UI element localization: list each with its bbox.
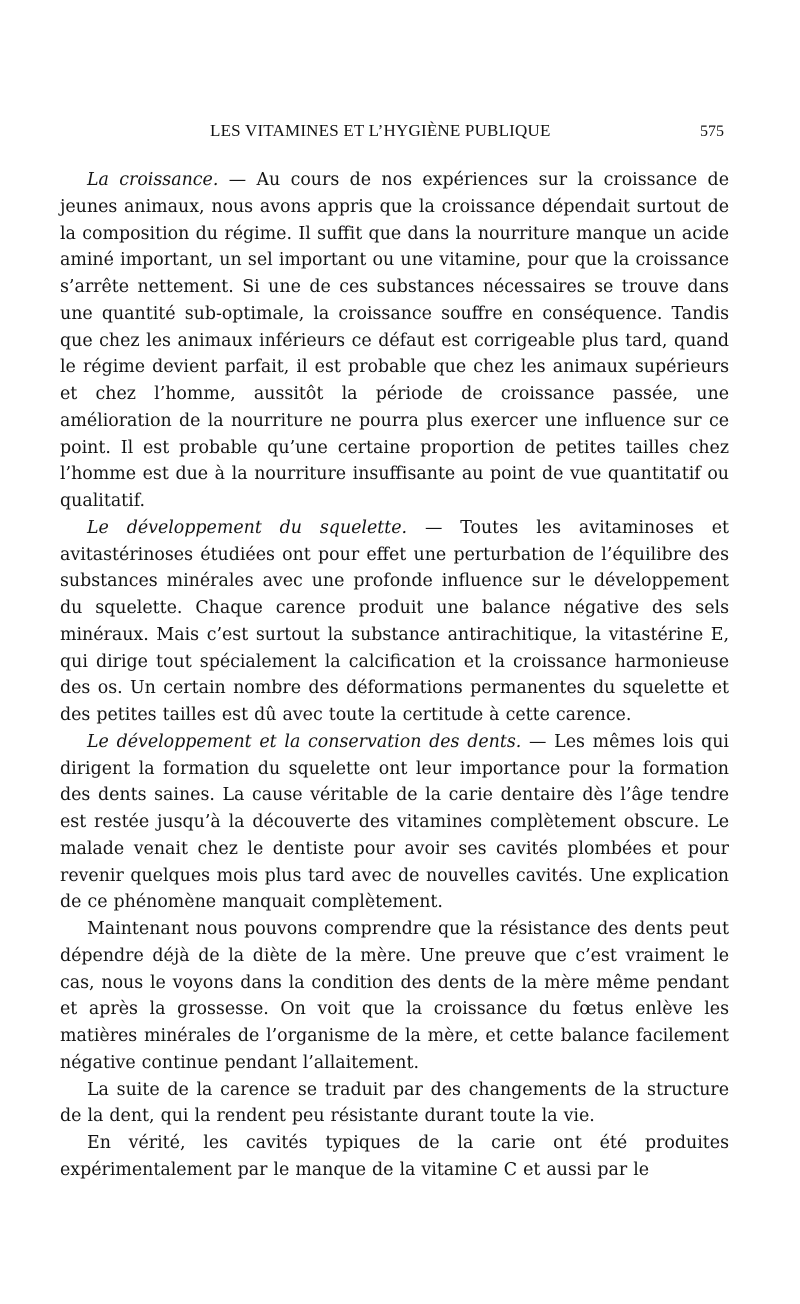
section-heading-dents: Le développement et la conservation des dents. xyxy=(87,731,522,752)
section-heading-croissance: La croissance. xyxy=(87,170,219,190)
paragraph-squelette xyxy=(60,515,729,729)
page-number: 575 xyxy=(700,123,724,140)
paragraph-text: Maintenant nous pouvons comprendre que la résistance des dents peut dépendre déjà de la diète de la mère. Une preuve que c’est vraiment le cas, nous le voyons dans la condition des dents de la mère même pendant et après la grossesse. On voit que la croissance du fœtus enlève les matières minérales de l’organisme de la mère, et cette balance facilement négative continue pendant l’allaitement. xyxy=(60,919,729,1073)
paragraph-structure xyxy=(60,1077,729,1131)
running-header xyxy=(60,121,736,147)
body-text xyxy=(60,167,729,1184)
paragraph-text: La suite de la carence se traduit par des changements de la structure de la dent, qui la rendent peu résistante durant toute la vie. xyxy=(60,1079,729,1127)
paragraph-text: Les mêmes lois qui dirigent la formation du squelette ont leur importance pour la formation des dents saines. La cause véritable de la carie dentaire dès l’âge tendre est restée jusqu’à la découverte des vitamines complètement obscure. Le malade venait chez le dentiste pour avoir ses cavités plombées et pour revenir quelques mois plus tard avec de nouvelles cavités. Une explication de ce phénomène manquait complètement. xyxy=(60,731,729,913)
paragraph-text: Toutes les avitaminoses et avitastérinoses étudiées ont pour effet une perturbation de l’équilibre des substances minérales avec une profonde influence sur le développement du squelette. Chaque carence produit une balance négative des sels minéraux. Mais c’est surtout la substance antirachitique, la vitastérine E, qui dirige tout spécialement la calcification et la croissance harmonieuse des os. Un certain nombre des déformations permanentes du squelette et des petites tailles est dû avec toute la certitude à cette carence. xyxy=(60,517,730,725)
paragraph-dents xyxy=(60,729,729,916)
section-heading-squelette: Le développement du squelette. xyxy=(87,517,408,538)
heading-separator: — xyxy=(407,517,461,538)
heading-separator: — xyxy=(521,731,555,752)
heading-separator: — xyxy=(218,170,257,190)
paragraph-resistance xyxy=(60,916,729,1077)
paragraph-text: Au cours de nos expériences sur la croissance de jeunes animaux, nous avons appris que la croissance dépendait surtout de la composition du régime. Il suffit que dans la nourriture manque un acide aminé important, un sel important ou une vitamine, pour que la croissance s’arrête nettement. Si une de ces substances nécessaires se trouve dans une quantité sub-optimale, la croissance souffre en conséquence. Tandis que chez les animaux inférieurs ce défaut est corrigeable plus tard, quand le régime devient parfait, il est probable que chez les animaux supérieurs et chez l’homme, aussitôt la période de croissance passée, une amélioration de la nourriture ne pourra plus exercer une influence sur ce point. Il est probable qu’une certaine proportion de petites tailles chez l’homme est due à la nourriture insuffisante au point de vue quantitatif ou qualitatif. xyxy=(60,170,729,511)
paragraph-carie xyxy=(60,1130,729,1184)
running-title: LES VITAMINES ET L’HYGIÈNE PUBLIQUE xyxy=(210,121,551,140)
paragraph-text: En vérité, les cavités typiques de la carie ont été produites expérimentalement par le manque de la vitamine C et aussi par le xyxy=(60,1133,729,1180)
paragraph-croissance xyxy=(60,167,729,515)
